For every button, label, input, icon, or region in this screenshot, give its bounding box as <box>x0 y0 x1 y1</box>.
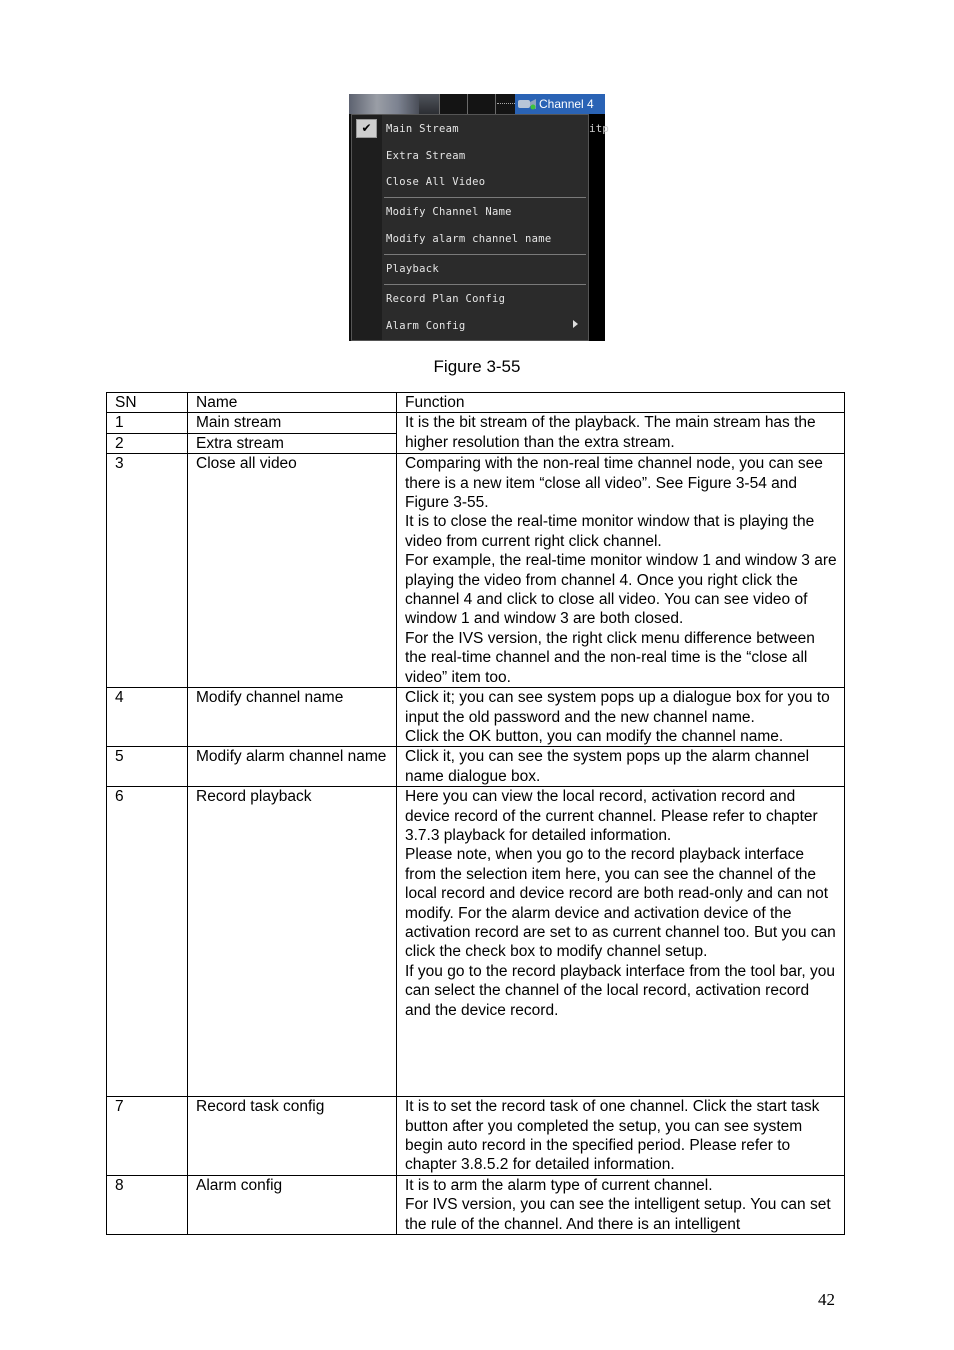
row-function <box>397 787 845 1097</box>
row-sn: 8 <box>107 1175 188 1234</box>
row-name: Close all video <box>188 454 397 688</box>
row-function <box>397 413 845 454</box>
row-sn: 7 <box>107 1097 188 1176</box>
function-text: Please note, when you go to the record playback interface from the selection item here, you can see the channel of the local record and device record are both read-only and can not modify. For the alarm device and activation device of the activation record are set to as current channel too. But you can click the check box to modify channel setup. <box>405 846 836 961</box>
menu-item-record-plan-config[interactable]: Record Plan Config <box>386 293 506 305</box>
row-sn: 6 <box>107 787 188 1097</box>
function-text: Click it; you can see system pops up a dialogue box for you to input the old password and the new channel name. <box>405 689 830 726</box>
video-thumbnail-2 <box>419 94 439 114</box>
table-row <box>107 454 845 688</box>
row-sn: 2 <box>107 433 188 453</box>
figure-caption: Figure 3-55 <box>433 357 521 376</box>
function-text: If you go to the record playback interface from the tool bar, you can select the channel of the local record, activation record and the device record. <box>405 962 835 1019</box>
row-function <box>397 747 845 787</box>
row-sn: 4 <box>107 688 188 747</box>
background-panel <box>589 114 609 341</box>
table-header-row <box>107 393 845 413</box>
header-sn: SN <box>107 393 188 413</box>
row-sn: 3 <box>107 454 188 688</box>
row-function <box>397 454 845 688</box>
function-text: Comparing with the non-real time channel node, you can see there is a new item “close all video”. See Figure 3-54 and Figure 3-55. <box>405 455 823 512</box>
row-name: Record task config <box>188 1097 397 1176</box>
divider <box>495 94 496 114</box>
function-text: It is to set the record task of one channel. Click the start task button after you completed the setup, you can see system begin auto record in the specified period. Please refer to chapter 3.8.5.2 for detailed information. <box>405 1098 820 1174</box>
check-icon: ✔ <box>356 119 377 138</box>
function-text: Click the OK button, you can modify the channel name. <box>405 727 784 745</box>
context-menu-screenshot <box>349 94 609 341</box>
table-row <box>107 747 845 787</box>
table-row <box>107 1097 845 1176</box>
row-function <box>397 1175 845 1234</box>
function-text: For IVS version, you can see the intelligent setup. You can set the rule of the channel. And there is an intelligent <box>405 1196 831 1233</box>
function-text: Click it, you can see the system pops up the alarm channel name dialogue box. <box>405 748 810 785</box>
row-name: Modify channel name <box>188 688 397 747</box>
menu-item-modify-channel-name[interactable]: Modify Channel Name <box>386 206 512 218</box>
header-function: Function <box>397 393 845 413</box>
menu-separator <box>384 254 586 255</box>
channel-label: Channel 4 <box>539 97 594 111</box>
camera-icon <box>517 98 537 110</box>
menu-item-main-stream[interactable]: Main Stream <box>386 123 459 135</box>
row-name: Record playback <box>188 787 397 1097</box>
menu-separator <box>384 284 586 285</box>
row-name: Extra stream <box>188 433 397 453</box>
function-text: It is to arm the alarm type of current channel. <box>405 1176 713 1194</box>
header-name: Name <box>188 393 397 413</box>
context-menu <box>351 114 589 341</box>
menu-gutter <box>352 115 382 340</box>
menu-item-playback[interactable]: Playback <box>386 263 439 275</box>
partial-text: itp <box>589 122 609 135</box>
menu-item-extra-stream[interactable]: Extra Stream <box>386 150 466 162</box>
page-number: 42 <box>818 1290 835 1309</box>
row-sn: 5 <box>107 747 188 787</box>
submenu-arrow-icon <box>573 320 578 328</box>
menu-item-close-all-video[interactable]: Close All Video <box>386 176 486 188</box>
divider <box>439 94 440 114</box>
channel-node[interactable] <box>515 94 605 114</box>
tree-connector <box>497 103 515 104</box>
menu-separator <box>384 197 586 198</box>
function-text: For the IVS version, the right click menu difference between the real-time channel and the non-real time is the “close all video” item too. <box>405 629 815 686</box>
row-name: Alarm config <box>188 1175 397 1234</box>
menu-item-alarm-config[interactable]: Alarm Config <box>386 320 466 332</box>
table-row <box>107 688 845 747</box>
table-row <box>107 413 845 433</box>
row-sn: 1 <box>107 413 188 433</box>
table-row <box>107 787 845 1097</box>
function-table <box>106 392 845 1235</box>
row-function <box>397 1097 845 1176</box>
row-function <box>397 688 845 747</box>
function-text: It is the bit stream of the playback. The main stream has the higher resolution than the extra stream. <box>405 414 816 451</box>
row-name: Modify alarm channel name <box>188 747 397 787</box>
function-text: For example, the real-time monitor window 1 and window 3 are playing the video from channel 4. Once you right click the channel 4 and click to close all video. You can see video of window 1 and window 3 are both closed. <box>405 552 837 628</box>
video-thumbnail <box>349 94 419 114</box>
function-text: It is to close the real-time monitor window that is playing the video from current right click channel. <box>405 513 815 550</box>
divider <box>467 94 468 114</box>
row-name: Main stream <box>188 413 397 433</box>
function-text: Here you can view the local record, activation record and device record of the current channel. Please refer to chapter 3.7.3 playback for detailed information. <box>405 788 818 844</box>
table-row <box>107 1175 845 1234</box>
menu-item-modify-alarm-channel-name[interactable]: Modify alarm channel name <box>386 233 552 245</box>
